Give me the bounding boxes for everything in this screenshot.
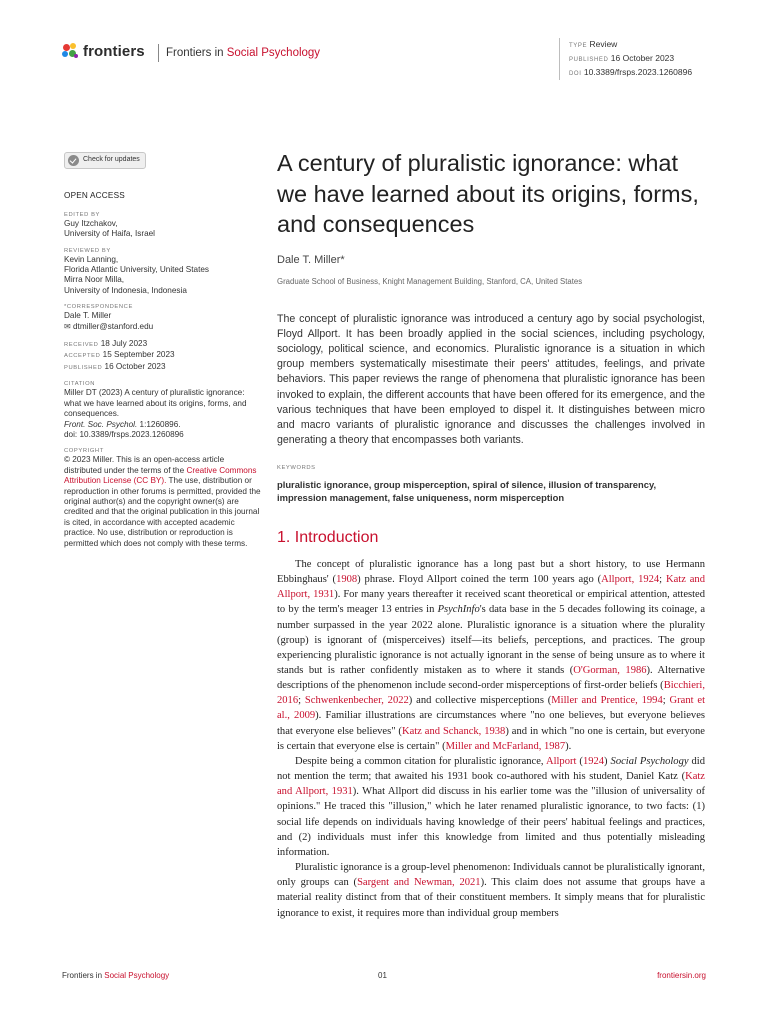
ref-link[interactable]: Katz and Allport, 1931 [277, 574, 705, 601]
meta-published-value: 16 October 2023 [610, 53, 675, 63]
correspondence-email[interactable]: dtmiller@stanford.edu [72, 321, 154, 331]
correspondence-email-row[interactable] [64, 322, 262, 332]
text: ). What Allport did discuss in his earlier tome was the "illusion of universality of opinions." He traced this "illusion," which he later renamed pluralistic ignorance, to two facts: (1) social life depends on individuals having knowledge of their peers' habitual feelings and practices, and (2) individuals must infer this knowledge from limited and thus potentially misleading information. [277, 786, 705, 858]
citation-volume: 1:1260896. [139, 419, 181, 429]
text: Despite being a common citation for pluralistic ignorance, [295, 755, 546, 767]
reviewer-affiliation: University of Indonesia, Indonesia [64, 285, 187, 295]
published-row [64, 362, 262, 373]
page-header [0, 0, 768, 80]
header-divider [158, 44, 159, 62]
frontiers-brand: frontiers [83, 43, 145, 60]
ref-link[interactable]: Miller and McFarland, 1987 [445, 740, 566, 752]
text: ). For many years thereafter it received scant theoretical or empirical attention, attested to by the term's meager 13 entries in [277, 589, 705, 616]
reviewed-by-label: REVIEWED BY [64, 247, 111, 254]
text: 's data base in the 5 decades following its coinage, a number surpassed in the year 2022 alone. Pluralistic ignorance is a situation where the plurality (group) is ignorant of (misperceives) itself—its beliefs, perceptions, and practices. The group experiencing pluralistic ignorance is not actually ignorant in the sense of being unsure as to where it stands but is rather confidently mistaken as to where it stands ( [277, 604, 705, 677]
meta-type-row [569, 38, 692, 52]
text: ; [298, 695, 305, 707]
section-heading: 1. Introduction [277, 528, 379, 546]
keywords-label: KEYWORDS [277, 465, 316, 472]
keywords: pluralistic ignorance, group misperception, spiral of silence, illusion of transparency, impression management, false uniqueness, norm misperception [277, 479, 657, 504]
text: ) [604, 755, 611, 767]
text: ( [576, 755, 583, 767]
accepted-row [64, 350, 262, 361]
text: ). This claim does not assume that groups have a material reality distinct from that of their constituent members. It simply means that for pluralistic ignorance to exist, it requires more than individual group members [277, 877, 705, 919]
ref-link[interactable]: Bicchieri, 2016 [277, 680, 705, 707]
received-row [64, 339, 262, 350]
text: ). [565, 740, 572, 752]
copyright-block [64, 455, 262, 549]
text: ). Alternative descriptions of the phenomenon include second-order misperceptions of first-order beliefs ( [277, 665, 705, 692]
article-author[interactable]: Dale T. Miller* [277, 253, 345, 266]
body-text [277, 557, 705, 921]
ref-link[interactable]: Allport [545, 755, 577, 767]
footer-journal-section: Social Psychology [104, 971, 170, 980]
ref-link[interactable]: 1924 [582, 755, 605, 767]
check-for-updates-label: Check for updates [83, 156, 140, 164]
italic-text: PsychInfo [437, 604, 480, 616]
article-title: A century of pluralistic ignorance: what we have learned about its origins, forms, and consequences [277, 150, 699, 237]
paragraph [277, 557, 705, 754]
received-value: 18 July 2023 [100, 339, 148, 349]
reviewer-name: Kevin Lanning, [64, 254, 119, 264]
sidebar [64, 152, 262, 549]
mail-icon: ✉ [64, 321, 71, 331]
ref-link[interactable]: Miller and Prentice, 1994 [551, 695, 663, 707]
copyright-text: © 2023 Miller. This is an open-access article distributed under the terms of the [64, 455, 225, 475]
reviewer-affiliation: Florida Atlantic University, United States [64, 265, 210, 275]
editor-name: Guy Itzchakov, [64, 218, 118, 228]
text: Pluralistic ignorance is a group-level phenomenon: Individuals cannot be pluralistically ignorant, only groups can ( [277, 862, 705, 889]
frontiers-logo[interactable] [62, 43, 145, 60]
journal-section: Social Psychology [226, 47, 321, 59]
citation-text: Miller DT (2023) A century of pluralistic ignorance: what we have learned about its origins, forms, and consequences. [64, 388, 247, 419]
journal-prefix: Frontiers in [166, 47, 224, 59]
accepted-label: ACCEPTED [64, 353, 101, 360]
citation-doi[interactable]: doi: 10.3389/frsps.2023.1260896 [64, 429, 184, 439]
author-affiliation: Graduate School of Business, Knight Management Building, Stanford, CA, United States [277, 276, 583, 286]
meta-doi-value[interactable]: 10.3389/frsps.2023.1260896 [583, 67, 693, 77]
published-label: PUBLISHED [64, 364, 103, 371]
abstract: The concept of pluralistic ignorance was introduced a century ago by social psychologist, Floyd Allport. It has been broadly applied in the social sciences, including psychology, sociology, political science, and economics. Pluralistic ignorance is a situation in which group members systematically misestimate their peers' attitudes, feelings, and private behaviors. This paper reviews the range of phenomena that pluralistic ignorance has been invoked to explain, the different accounts that have been offered for its emergence, and the various techniques that have been employed to dispel it. It distinguishes between micro and macro variants of pluralistic ignorance and discusses the challenges involved in generating a theory that encompasses both variants. [277, 312, 705, 447]
text: ; [662, 695, 670, 707]
citation-block [64, 388, 262, 440]
text: The concept of pluralistic ignorance has a long past but a short history, to use Hermann Ebbinghaus' ( [277, 558, 705, 586]
reviewers-block [64, 255, 262, 297]
italic-text: Social Psychology [610, 755, 689, 767]
paragraph [277, 754, 705, 860]
cc-by-license-link[interactable]: Creative Commons Attribution License (CC BY). [64, 465, 257, 486]
edited-by-label: EDITED BY [64, 211, 101, 218]
editor-affiliation: University of Haifa, Israel [64, 229, 156, 239]
paragraph [277, 860, 705, 921]
footer-journal[interactable] [62, 971, 169, 980]
copyright-terms: The use, distribution or reproduction in other forums is permitted, provided the original author(s) and the copyright owner(s) are credited and that the original publication in this journal is cited, in accordance with accepted academic practice. No use, distribution or reproduction is permitted which does not comply with these terms. [64, 476, 261, 548]
editor-block [64, 219, 262, 240]
ref-link[interactable]: Sargent and Newman, 2021 [357, 877, 481, 889]
correspondence-label: *CORRESPONDENCE [64, 304, 133, 311]
article-meta [559, 38, 692, 80]
article-main [277, 148, 705, 921]
dates-block [64, 339, 262, 373]
text: ) and in which "no one is certain, but everyone is certain that everyone else is certain" ( [277, 725, 705, 752]
frontiers-logo-icon [62, 43, 79, 60]
meta-type-value: Review [589, 39, 618, 49]
check-for-updates-button[interactable] [64, 152, 146, 169]
ref-link[interactable]: Katz and Allport, 1931 [277, 771, 705, 798]
ref-link[interactable]: Grant et al., 2009 [277, 695, 706, 722]
ref-link[interactable]: Allport, 1924 [601, 574, 660, 586]
citation-source [64, 420, 262, 430]
text: did not mention the term; that awaited his 1931 book co-authored with his student, Daniel Katz ( [277, 755, 706, 783]
correspondence-name: Dale T. Miller [64, 311, 112, 321]
text: ) and collective misperceptions ( [408, 695, 552, 707]
ref-link[interactable]: Katz and Schanck, 1938 [401, 725, 506, 737]
text: ). Familiar illustrations are circumstances where "no one believes, but everyone believes that everyone else believes" ( [277, 710, 705, 737]
ref-link[interactable]: Schwenkenbecher, 2022 [304, 695, 409, 707]
text: ; [659, 574, 666, 586]
journal-name[interactable] [166, 47, 320, 59]
footer-journal-prefix: Frontiers in [62, 971, 103, 980]
reviewer-name: Mirra Noor Milla, [64, 275, 125, 285]
page-number: 01 [378, 971, 387, 980]
ref-link[interactable]: 1908 [336, 574, 358, 586]
meta-published-label: PUBLISHED [569, 57, 609, 63]
footer-site-link[interactable]: frontiersin.org [657, 971, 706, 980]
copyright-label: COPYRIGHT [64, 448, 104, 455]
citation-label: CITATION [64, 381, 95, 388]
ref-link[interactable]: O'Gorman, 1986 [573, 665, 647, 677]
meta-published-row [569, 52, 692, 66]
citation-journal: Front. Soc. Psychol. [64, 419, 138, 429]
meta-doi-label: DOI [569, 71, 582, 77]
meta-doi-row [569, 66, 692, 80]
correspondence-block [64, 311, 262, 332]
text: ) phrase. Floyd Allport coined the term 100 years ago ( [357, 574, 602, 586]
accepted-value: 15 September 2023 [102, 350, 175, 360]
check-icon [68, 155, 79, 166]
open-access-label: OPEN ACCESS [64, 191, 125, 201]
received-label: RECEIVED [64, 342, 99, 349]
meta-type-label: TYPE [569, 43, 588, 49]
published-value: 16 October 2023 [104, 361, 166, 371]
